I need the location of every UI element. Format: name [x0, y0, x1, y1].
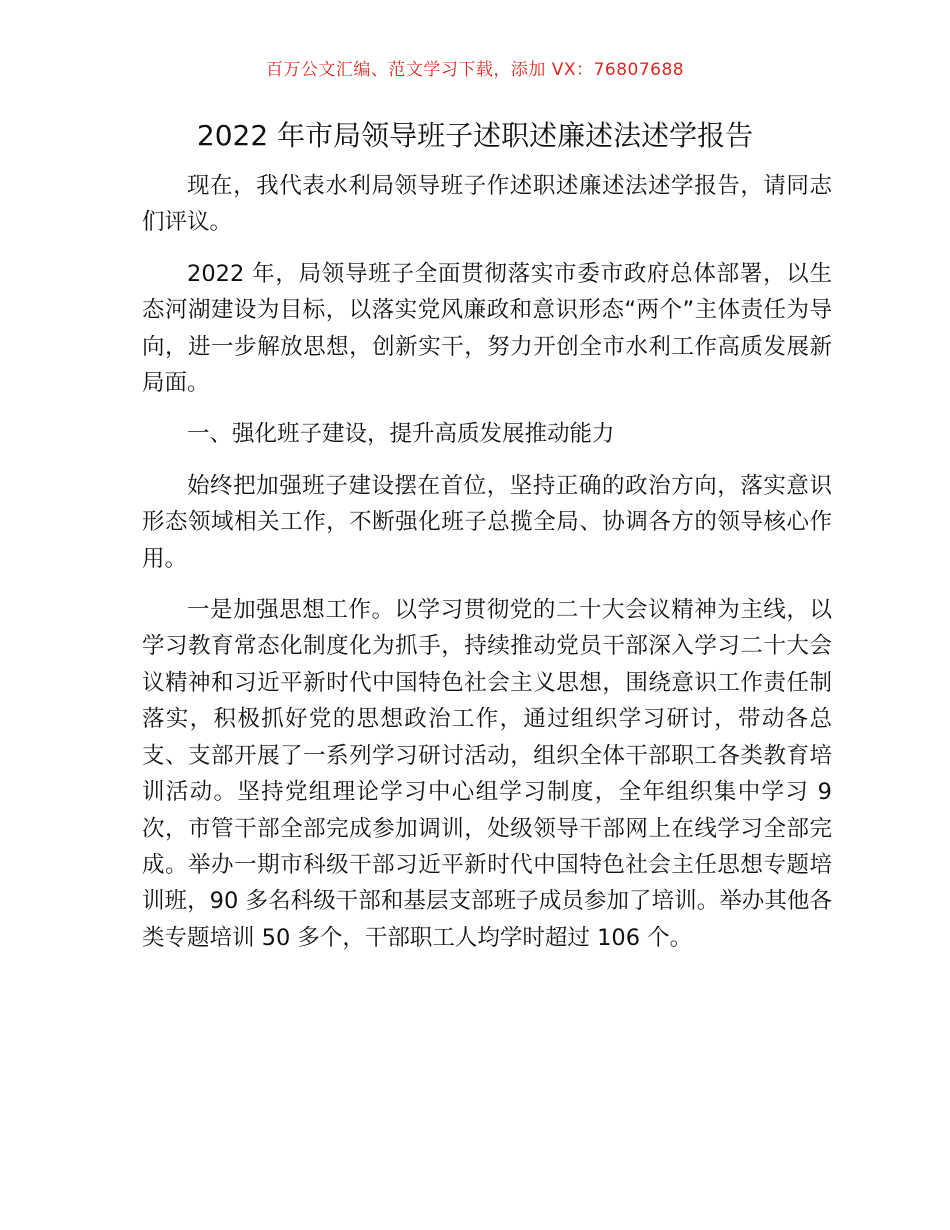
document-body: [142, 168, 832, 971]
paragraph-ideological-work: 一是加强思想工作。以学习贯彻党的二十大会议精神为主线，以学习教育常态化制度化为抓手，持续推动党员干部深入学习二十大会议精神和习近平新时代中国特色社会主义思想，围绕意识工作责任制落实，积极抓好党的思想政治工作，通过组织学习研讨，带动各总支、支部开展了一系列学习研讨活动，组织全体干部职工各类教育培训活动。坚持党组理论学习中心组学习制度，全年组织集中学习 9 次，市管干部全部完成参加调训，处级领导干部网上在线学习全部完成。举办一期市科级干部习近平新时代中国特色社会主任思想专题培训班，90 多名科级干部和基层支部班子成员参加了培训。举办其他各类专题培训 50 多个，干部职工人均学时超过 106 个。: [142, 597, 832, 951]
paragraph-overview: 2022 年，局领导班子全面贯彻落实市委市政府总体部署，以生态河湖建设为目标，以落实党风廉政和意识形态“两个”主体责任为导向，进一步解放思想，创新实干，努力开创全市水利工作高质发展新局面。: [142, 260, 832, 397]
header-banner: 百万公文汇编、范文学习下载，添加 VX：76807688: [265, 60, 685, 80]
paragraph-intro: 现在，我代表水利局领导班子作述职述廉述法述学报告，请同志们评议。: [142, 173, 832, 236]
document-title: 2022 年市局领导班子述职述廉述法述学报告: [196, 119, 754, 152]
paragraph-section-1-summary: 始终把加强班子建设摆在首位，坚持正确的政治方向，落实意识形态领域相关工作，不断强化班子总揽全局、协调各方的领导核心作用。: [142, 472, 832, 572]
section-heading-1: 一、强化班子建设，提升高质发展推动能力: [187, 421, 615, 448]
